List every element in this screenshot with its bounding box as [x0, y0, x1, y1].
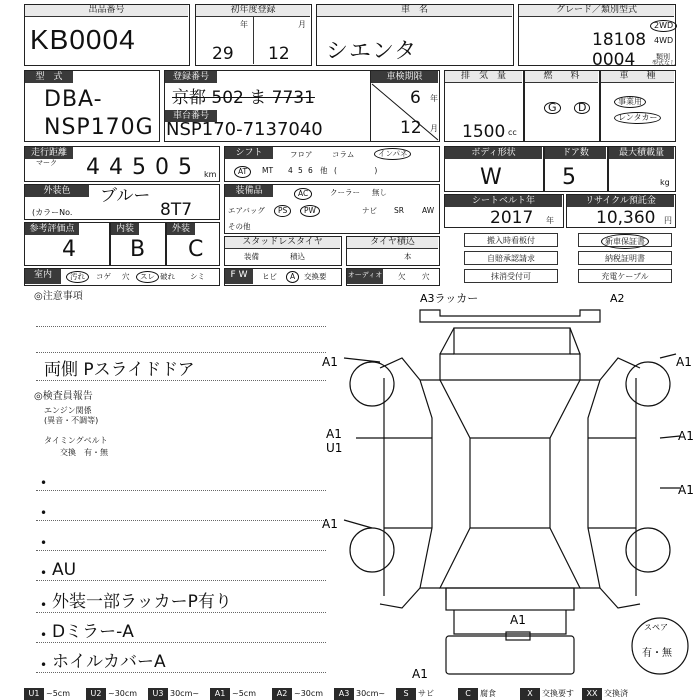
interior-cond-label: 室内: [25, 269, 61, 284]
shift-4: 4: [288, 166, 293, 175]
interior-value: B: [130, 237, 147, 262]
color-value: ブルー: [100, 186, 151, 206]
model-value1: DBA-: [44, 87, 103, 112]
first-reg-month: 12: [268, 44, 290, 64]
tire-load-box: [346, 236, 440, 266]
mark-a1-5: A1: [678, 483, 694, 497]
interior-label: 内装: [111, 223, 139, 235]
chassis-number-label: 車台番号: [165, 110, 217, 122]
tire-load-value: 本: [404, 252, 412, 261]
mark-a3-lacquer: A3ラッカー: [420, 292, 479, 305]
color-code: 8T7: [160, 200, 193, 220]
shift-6: 6: [308, 166, 313, 175]
interior-cond-sure: スレ: [136, 271, 159, 283]
legend-text-8: 交換要す: [540, 688, 582, 700]
inspection-month-unit: 月: [430, 124, 438, 133]
capacity-label: 最大積載量: [609, 147, 674, 159]
studless-box: [224, 236, 342, 266]
mark-a1-6: A1: [322, 517, 338, 531]
first-reg-year-unit: 年: [240, 20, 248, 29]
lot-number-value: KB0004: [30, 24, 136, 55]
shift-column: コラム: [332, 150, 355, 159]
usage-opt1: 事業用: [614, 96, 646, 108]
legend-code-5: A3: [334, 688, 354, 700]
interior-cond-stain: シミ: [190, 272, 205, 281]
first-reg-year: 29: [212, 44, 234, 64]
legend-code-1: U2: [86, 688, 106, 700]
audio-label: オーディオ: [347, 269, 383, 284]
registration-value: 京都 502 ま 7731: [172, 88, 315, 108]
fuel-option-d: D: [574, 102, 590, 114]
recycle-value: 10,360: [596, 208, 656, 228]
capacity-unit: kg: [660, 178, 670, 187]
mark-a1-1: A1: [322, 355, 338, 369]
legend-text-1: ~30cm: [106, 688, 148, 700]
mark-a1-3: A1: [326, 427, 342, 441]
legend-code-4: A2: [272, 688, 292, 700]
car-diagram: [320, 288, 700, 686]
equip-pw: PW: [300, 205, 320, 217]
equip-none: 無し: [372, 188, 387, 197]
doc-tax: 納税証明書: [578, 251, 672, 265]
displacement-unit: cc: [508, 128, 517, 137]
doc-jibai: 自賠承認請求: [464, 251, 558, 265]
body-value: W: [480, 165, 503, 190]
legend-code-9: XX: [582, 688, 602, 700]
legend-code-2: U3: [148, 688, 168, 700]
notes-label: ◎注意事項: [34, 291, 83, 302]
fw-a: A: [286, 271, 299, 283]
doors-value: 5: [562, 165, 577, 190]
legend-code-6: S: [396, 688, 416, 700]
inspection-year-unit: 年: [430, 94, 438, 103]
drive-4wd: 4WD: [654, 36, 674, 45]
displacement-value: 1500: [462, 122, 506, 142]
seatbelt-unit: 年: [546, 216, 554, 225]
fw-replace: 交換要: [304, 272, 327, 281]
car-name-label: 車 名: [317, 5, 512, 17]
audio-opt2: 穴: [422, 272, 430, 281]
mileage-mark-label: マーク: [36, 159, 57, 167]
fw-crack: ヒビ: [262, 272, 277, 281]
recycle-unit: 円: [664, 216, 672, 225]
doc-massho: 抹消受付可: [464, 269, 558, 283]
legend-text-7: 腐食: [478, 688, 520, 700]
equipment-label: 装備品: [225, 185, 273, 197]
recycle-label: リサイクル預託金: [567, 195, 674, 207]
mark-a1-7: A1: [510, 613, 526, 627]
model-label: 型 式: [25, 71, 73, 83]
equip-ac: AC: [294, 188, 312, 200]
legend-code-3: A1: [210, 688, 230, 700]
color-label: 外装色: [25, 185, 89, 197]
fw-label: F W: [225, 269, 253, 284]
mileage-label: 走行距離: [25, 147, 73, 159]
timing-opts: 交換 有・無: [60, 448, 108, 457]
fuel-label: 燃 料: [525, 71, 598, 83]
engine-label: エンジン関係: [44, 406, 92, 415]
inspector-item-au: AU: [52, 560, 77, 580]
first-reg-label: 初年度登録: [196, 5, 310, 17]
score-label: 参考評価点: [25, 223, 79, 235]
tire-load-label: タイヤ積込: [347, 237, 438, 249]
inspector-label: ◎検査員報告: [34, 391, 93, 402]
fuel-option-g: G: [544, 102, 561, 114]
model-value2: NSP170G: [44, 115, 154, 140]
studless-opt1: 装備: [244, 252, 259, 261]
equip-aw: AW: [422, 206, 435, 215]
shift-inpane: インパネ: [374, 148, 411, 160]
legend-text-9: 交換済: [602, 688, 644, 700]
equip-airbag: エアバッグ: [228, 206, 265, 215]
inspector-item-lacquer: 外装一部ラッカーP有り: [52, 592, 232, 612]
inspector-item-mirror: Dミラー-A: [52, 622, 134, 642]
equip-sr: SR: [394, 206, 404, 215]
type-label: 類別: [656, 53, 670, 61]
car-name-value: シエンタ: [326, 39, 418, 64]
legend-code-7: C: [458, 688, 478, 700]
mark-u1: U1: [326, 441, 343, 455]
timing-label: タイミングベルト: [44, 436, 108, 445]
interior-cond-hole: 穴: [122, 272, 130, 281]
grade-value1: 18108: [592, 30, 647, 50]
displacement-label: 排 気 量: [445, 71, 522, 83]
drive-2wd: 2WD: [650, 20, 677, 32]
mileage-unit: km: [204, 170, 217, 179]
exterior-value: C: [188, 237, 205, 262]
inspection-year: 6: [410, 88, 421, 108]
grade-label: グレード／類別型式: [519, 5, 674, 17]
type-none: 型式なし: [652, 60, 677, 67]
shift-at: AT: [234, 166, 251, 178]
chassis-value: NSP170-7137040: [166, 119, 323, 140]
legend-text-3: ~5cm: [230, 688, 272, 700]
interior-cond-dirt: 汚れ: [66, 271, 89, 283]
inspection-label: 車検期限: [371, 71, 438, 83]
registration-label: 登録番号: [165, 71, 217, 83]
notes-line1: 両側 Pスライドドア: [44, 360, 195, 380]
studless-opt2: 積込: [290, 252, 305, 261]
usage-opt2: レンタカー: [614, 112, 661, 124]
legend-text-6: サビ: [416, 688, 458, 700]
interior-cond-tear: 破れ: [160, 272, 175, 281]
shift-floor: フロア: [290, 150, 313, 159]
legend-text-2: 30cm~: [168, 688, 210, 700]
equip-navi: ナビ: [362, 206, 377, 215]
mileage-value: 44505: [86, 155, 201, 180]
exterior-label: 外装: [167, 223, 195, 235]
mark-a1-4: A1: [678, 429, 694, 443]
usage-label: 車 種: [601, 71, 674, 83]
mark-a1-2: A1: [676, 355, 692, 369]
studless-label: スタッドレスタイヤ: [225, 237, 340, 249]
inspector-item-wheelcover: ホイルカバーA: [52, 652, 166, 672]
mark-a2: A2: [610, 292, 625, 305]
spare-opts: 有・無: [642, 648, 672, 659]
seatbelt-label: シートベルト年: [445, 195, 562, 207]
legend-text-5: 30cm~: [354, 688, 396, 700]
doc-warranty: 新車保証書: [578, 233, 672, 247]
legend-code-0: U1: [24, 688, 44, 700]
doc-cable: 充電ケーブル: [578, 269, 672, 283]
shift-label: シフト: [225, 147, 273, 159]
equip-ps: PS: [274, 205, 291, 217]
legend-text-0: ~5cm: [44, 688, 86, 700]
legend-text-4: ~30cm: [292, 688, 334, 700]
first-reg-month-unit: 月: [298, 20, 306, 29]
equip-other: その他: [228, 222, 251, 231]
shift-other-paren: ( ): [334, 166, 378, 175]
audio-opt1: 欠: [398, 272, 406, 281]
lot-number-label: 出品番号: [25, 5, 188, 17]
doors-label: ドア数: [545, 147, 606, 159]
inspection-month: 12: [400, 118, 422, 138]
legend-code-8: X: [520, 688, 540, 700]
equip-cooler: クーラー: [330, 188, 360, 197]
doc-signboard: 搬入時看板付: [464, 233, 558, 247]
interior-cond-koge: コゲ: [96, 272, 111, 281]
shift-5: 5: [298, 166, 303, 175]
grade-value2: 0004: [592, 50, 636, 70]
color-sub-label: (カラーNo.: [32, 208, 73, 217]
shift-mt: MT: [262, 166, 274, 175]
body-label: ボディ形状: [445, 147, 542, 159]
mark-a1-8: A1: [412, 667, 428, 681]
score-value: 4: [62, 237, 77, 262]
engine-sub: (異音・不調等): [44, 416, 99, 425]
shift-other: 他: [320, 166, 328, 175]
seatbelt-value: 2017: [490, 208, 534, 228]
spare-label: スペア: [644, 623, 668, 632]
